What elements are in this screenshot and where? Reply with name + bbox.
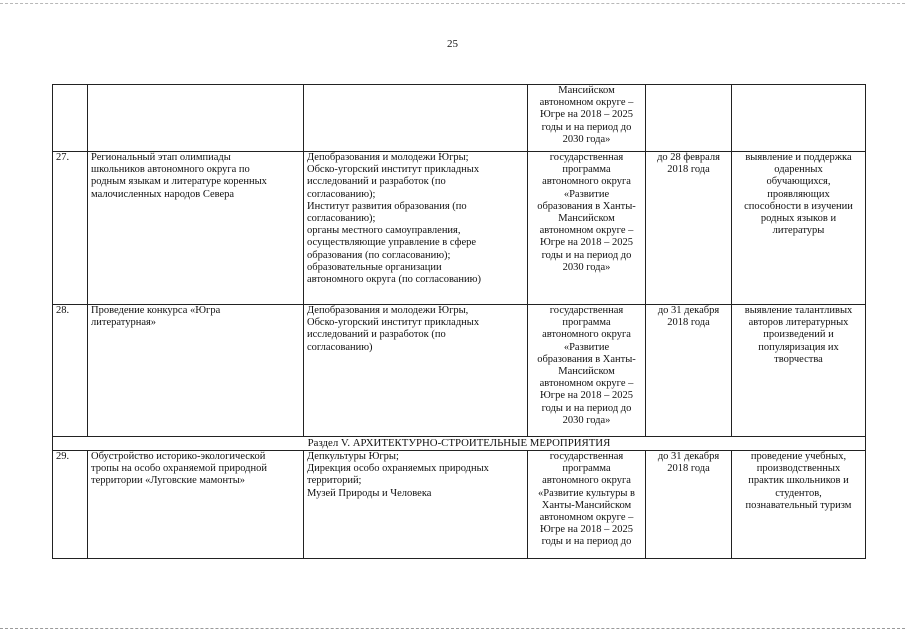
result-text-line: литературы (772, 225, 825, 237)
program-text-line: автономного округа (542, 329, 631, 341)
executor-text-line: согласованию); (307, 188, 376, 200)
executor-text-line: Депобразования и молодежи Югры, (307, 305, 469, 316)
program-text-line: годы и на период до (541, 402, 632, 414)
result-text-line: выявление и поддержка (745, 152, 852, 163)
executor-text-line: Институт развития образования (по (307, 200, 467, 212)
program-text-line: автономного округа (542, 176, 631, 188)
program-text-line: «Развитие (563, 188, 610, 200)
deadline-text-line: 2018 года (667, 164, 710, 176)
deadline-text-line: 2018 года (667, 463, 710, 475)
executor-text-line: органы местного самоуправления, (307, 225, 461, 237)
event-text-line: литературная» (91, 317, 157, 329)
deadline-cell (646, 152, 732, 305)
program-text-line: годы и на период до (541, 121, 632, 133)
executors-cell (304, 451, 528, 559)
deadline-cell (646, 451, 732, 559)
row-number-cell (53, 152, 88, 305)
executor-text-line: автономного округа (по согласованию) (307, 274, 482, 286)
program-text-line: программа (562, 317, 611, 329)
row-number: 29. (56, 451, 70, 462)
table-body (53, 85, 866, 559)
event-text-line: родным языкам и литературе коренных (91, 176, 267, 188)
executor-text-line: согласованию) (307, 341, 373, 353)
program-text-line: 2030 года» (562, 414, 611, 426)
result-cell (732, 85, 866, 152)
result-cell (732, 451, 866, 559)
executors-cell (304, 152, 528, 305)
program-text-line: Югре на 2018 – 2025 (539, 524, 634, 536)
program-cell (528, 152, 646, 305)
deadline-cell (646, 305, 732, 437)
section-heading-row (53, 437, 866, 451)
result-text-line: способности в изучении (744, 200, 853, 212)
executor-text-line: Депобразования и молодежи Югры; (307, 152, 469, 163)
executor-text-line: Обско-угорский институт прикладных (307, 164, 480, 176)
program-text-line: годы и на период до (541, 536, 632, 548)
result-text-line: студентов, (775, 487, 822, 499)
result-text-line: познавательный туризм (745, 499, 852, 511)
event-cell (88, 152, 304, 305)
program-text-line: 2030 года» (562, 133, 611, 145)
event-text-line: Проведение конкурса «Югра (91, 305, 221, 316)
deadline-text-line: до 31 декабря (657, 305, 720, 316)
executor-text-line: согласованию); (307, 213, 376, 225)
program-text-line: «Развитие (563, 341, 610, 353)
program-text-line: автономном округе – (539, 378, 634, 390)
event-cell (88, 451, 304, 559)
row-number-cell (53, 85, 88, 152)
result-text-line: проявляющих (767, 188, 830, 200)
program-text-line: Югре на 2018 – 2025 (539, 109, 634, 121)
executor-text-line: исследований и разработок (по (307, 329, 446, 341)
program-text-line: государственная (549, 451, 624, 462)
program-cell (528, 305, 646, 437)
event-text-line: малочисленных народов Севера (91, 188, 235, 200)
page-number: 25 (447, 38, 458, 50)
program-text-line: Югре на 2018 – 2025 (539, 237, 634, 249)
row-number: 28. (56, 305, 70, 316)
executors-cell (304, 305, 528, 437)
program-text-line: Мансийском (558, 213, 615, 225)
deadline-text-line: 2018 года (667, 317, 710, 329)
scan-edge-bottom (0, 628, 905, 629)
executor-text-line: образования (по согласованию); (307, 249, 451, 261)
executor-text-line: Депкультуры Югры; (307, 451, 399, 462)
table-row (53, 152, 866, 305)
deadline-text-line: до 28 февраля (657, 152, 720, 163)
result-text-line: авторов литературных (748, 317, 849, 329)
events-table (52, 84, 866, 559)
executor-text-line: Музей Природы и Человека (307, 487, 432, 499)
program-text-line: автономном округе – (539, 97, 634, 109)
result-text-line: проведение учебных, (750, 451, 847, 462)
result-text-line: родных языков и (760, 213, 837, 225)
deadline-cell (646, 85, 732, 152)
deadline-text-line: до 31 декабря (657, 451, 720, 462)
event-cell (88, 85, 304, 152)
event-text-line: школьников автономного округа по (91, 164, 250, 176)
executors-cell (304, 85, 528, 152)
result-text-line: обучающихся, (766, 176, 831, 188)
executor-text-line: образовательные организации (307, 261, 442, 273)
table-row (53, 305, 866, 437)
result-cell (732, 305, 866, 437)
row-number-cell (53, 451, 88, 559)
result-text-line: творчества (774, 353, 823, 365)
program-text-line: 2030 года» (562, 261, 611, 273)
event-text-line: Региональный этап олимпиады (91, 152, 231, 163)
result-cell (732, 152, 866, 305)
table-row (53, 85, 866, 152)
program-text-line: «Развитие культуры в (538, 487, 635, 499)
executor-text-line: исследований и разработок (по (307, 176, 446, 188)
result-text-line: популяризация их (758, 341, 839, 353)
program-text-line: программа (562, 164, 611, 176)
row-number: 27. (56, 152, 70, 163)
program-cell (528, 451, 646, 559)
result-text-line: одаренных (774, 164, 823, 176)
program-text-line: Югре на 2018 – 2025 (539, 390, 634, 402)
event-text-line: территории «Луговские мамонты» (91, 475, 246, 487)
program-text-line: Мансийском (558, 366, 615, 378)
result-text-line: выявление талантливых (744, 305, 853, 316)
program-text-line: государственная (549, 152, 624, 163)
section-title: Раздел V. АРХИТЕКТУРНО-СТРОИТЕЛЬНЫЕ МЕРОПРИЯТИЯ (53, 437, 866, 451)
program-text-line: автономном округе – (539, 225, 634, 237)
scan-edge-top (0, 3, 905, 4)
executor-text-line: Дирекция особо охраняемых природных (307, 463, 489, 475)
executor-text-line: Обско-угорский институт прикладных (307, 317, 480, 329)
program-text-line: государственная (549, 305, 624, 316)
program-text-line: Мансийском (558, 85, 615, 96)
executor-text-line: осуществляющие управление в сфере (307, 237, 477, 249)
program-text-line: автономном округе – (539, 512, 634, 524)
event-text-line: Обустройство историко-экологической (91, 451, 266, 462)
program-text-line: программа (562, 463, 611, 475)
result-text-line: произведений и (763, 329, 834, 341)
result-text-line: производственных (756, 463, 841, 475)
table-row (53, 451, 866, 559)
event-cell (88, 305, 304, 437)
row-number-cell (53, 305, 88, 437)
program-text-line: Ханты-Мансийском (541, 499, 632, 511)
program-text-line: годы и на период до (541, 249, 632, 261)
program-cell (528, 85, 646, 152)
program-text-line: автономного округа (542, 475, 631, 487)
executor-text-line: территорий; (307, 475, 362, 487)
result-text-line: практик школьников и (748, 475, 849, 487)
program-text-line: образования в Ханты- (537, 353, 636, 365)
event-text-line: тропы на особо охраняемой природной (91, 463, 267, 475)
program-text-line: образования в Ханты- (537, 200, 636, 212)
